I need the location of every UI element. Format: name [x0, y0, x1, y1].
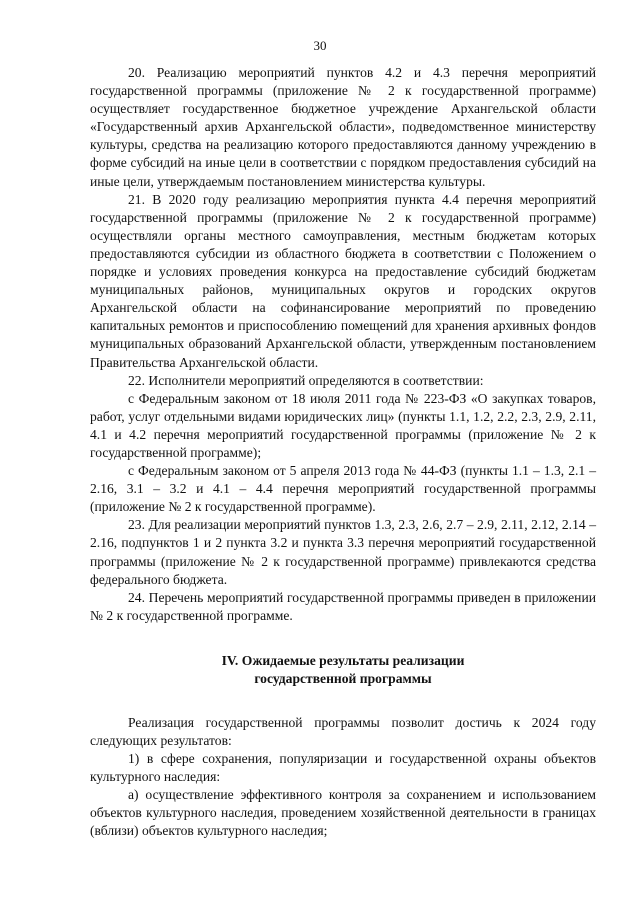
- paragraph-21: 21. В 2020 году реализацию мероприятия пункта 4.4 перечня мероприятий государственной программы (приложение № 2 к государственной программе) осуществляли органы местного самоуправления, местным бюджетам которых предоставляются субсидии из областного бюджета в соответствии с Положением о порядке и условиях проведения конкурса на предоставление субсидий бюджетам муниципальных районов, муниципальных округов и городских округов Архангельской области на софинансирование мероприятий по проведению капитальных ремонтов и приспособлению помещений для хранения архивных фондов муниципальных образований Архангельской области, утвержденным постановлением Правительства Архангельской области.: [90, 191, 596, 370]
- page-number: 30: [313, 38, 327, 53]
- paragraph-22: 22. Исполнители мероприятий определяются в соответствии:: [128, 372, 484, 388]
- document-body: [90, 64, 596, 841]
- results-intro-paragraph: Реализация государственной программы позволит достичь к 2024 году следующих результатов:: [90, 714, 596, 748]
- results-item-1a: а) осуществление эффективного контроля за сохранением и использованием объектов культурного наследия, проведением хозяйственной деятельности в границах (вблизи) объектов культурного наследия;: [90, 787, 596, 839]
- results-item-1: 1) в сфере сохранения, популяризации и государственной охраны объектов культурного наследия:: [90, 751, 596, 785]
- paragraph-22-federal-law-223: с Федеральным законом от 18 июля 2011 года № 223-ФЗ «О закупках товаров, работ, услуг отдельными видами юридических лиц» (пункты 1.1, 1.2, 2.2, 2.3, 2.9, 2.11, 4.1 и 4.2 перечня мероприятий государственной программы (приложение № 2 к государственной программе);: [90, 390, 596, 460]
- paragraph-22-federal-law-44: с Федеральным законом от 5 апреля 2013 года № 44-ФЗ (пункты 1.1 – 1.3, 2.1 – 2.16, 3.1 – 3.2 и 4.1 – 4.4 перечня мероприятий государственной программы (приложение № 2 к государственной программе).: [90, 463, 596, 515]
- section-heading: [90, 652, 596, 688]
- paragraph-20: 20. Реализацию мероприятий пунктов 4.2 и 4.3 перечня мероприятий государственной программы (приложение № 2 к государственной программе) осуществляет государственное бюджетное учреждение Архангельской области «Государственный архив Архангельской области», подведомственное министерству культуры, средства на реализацию которого предоставляются данному учреждению в форме субсидий на иные цели в соответствии с порядком предоставления субсидий на иные цели, утверждаемым постановлением министерства культуры.: [90, 65, 596, 189]
- paragraph-24: 24. Перечень мероприятий государственной программы приведен в приложении № 2 к государственной программе.: [90, 589, 596, 623]
- section-heading-line-2: государственной программы: [254, 670, 432, 686]
- paragraph-23: 23. Для реализации мероприятий пунктов 1.3, 2.3, 2.6, 2.7 – 2.9, 2.11, 2.12, 2.14 – 2.16, подпунктов 1 и 2 пункта 3.2 и пункта 3.3 перечня мероприятий государственной программы (приложение № 2 к государственной программе) привлекаются средства федерального бюджета.: [90, 517, 596, 587]
- section-heading-line-1: IV. Ожидаемые результаты реализации: [221, 652, 465, 668]
